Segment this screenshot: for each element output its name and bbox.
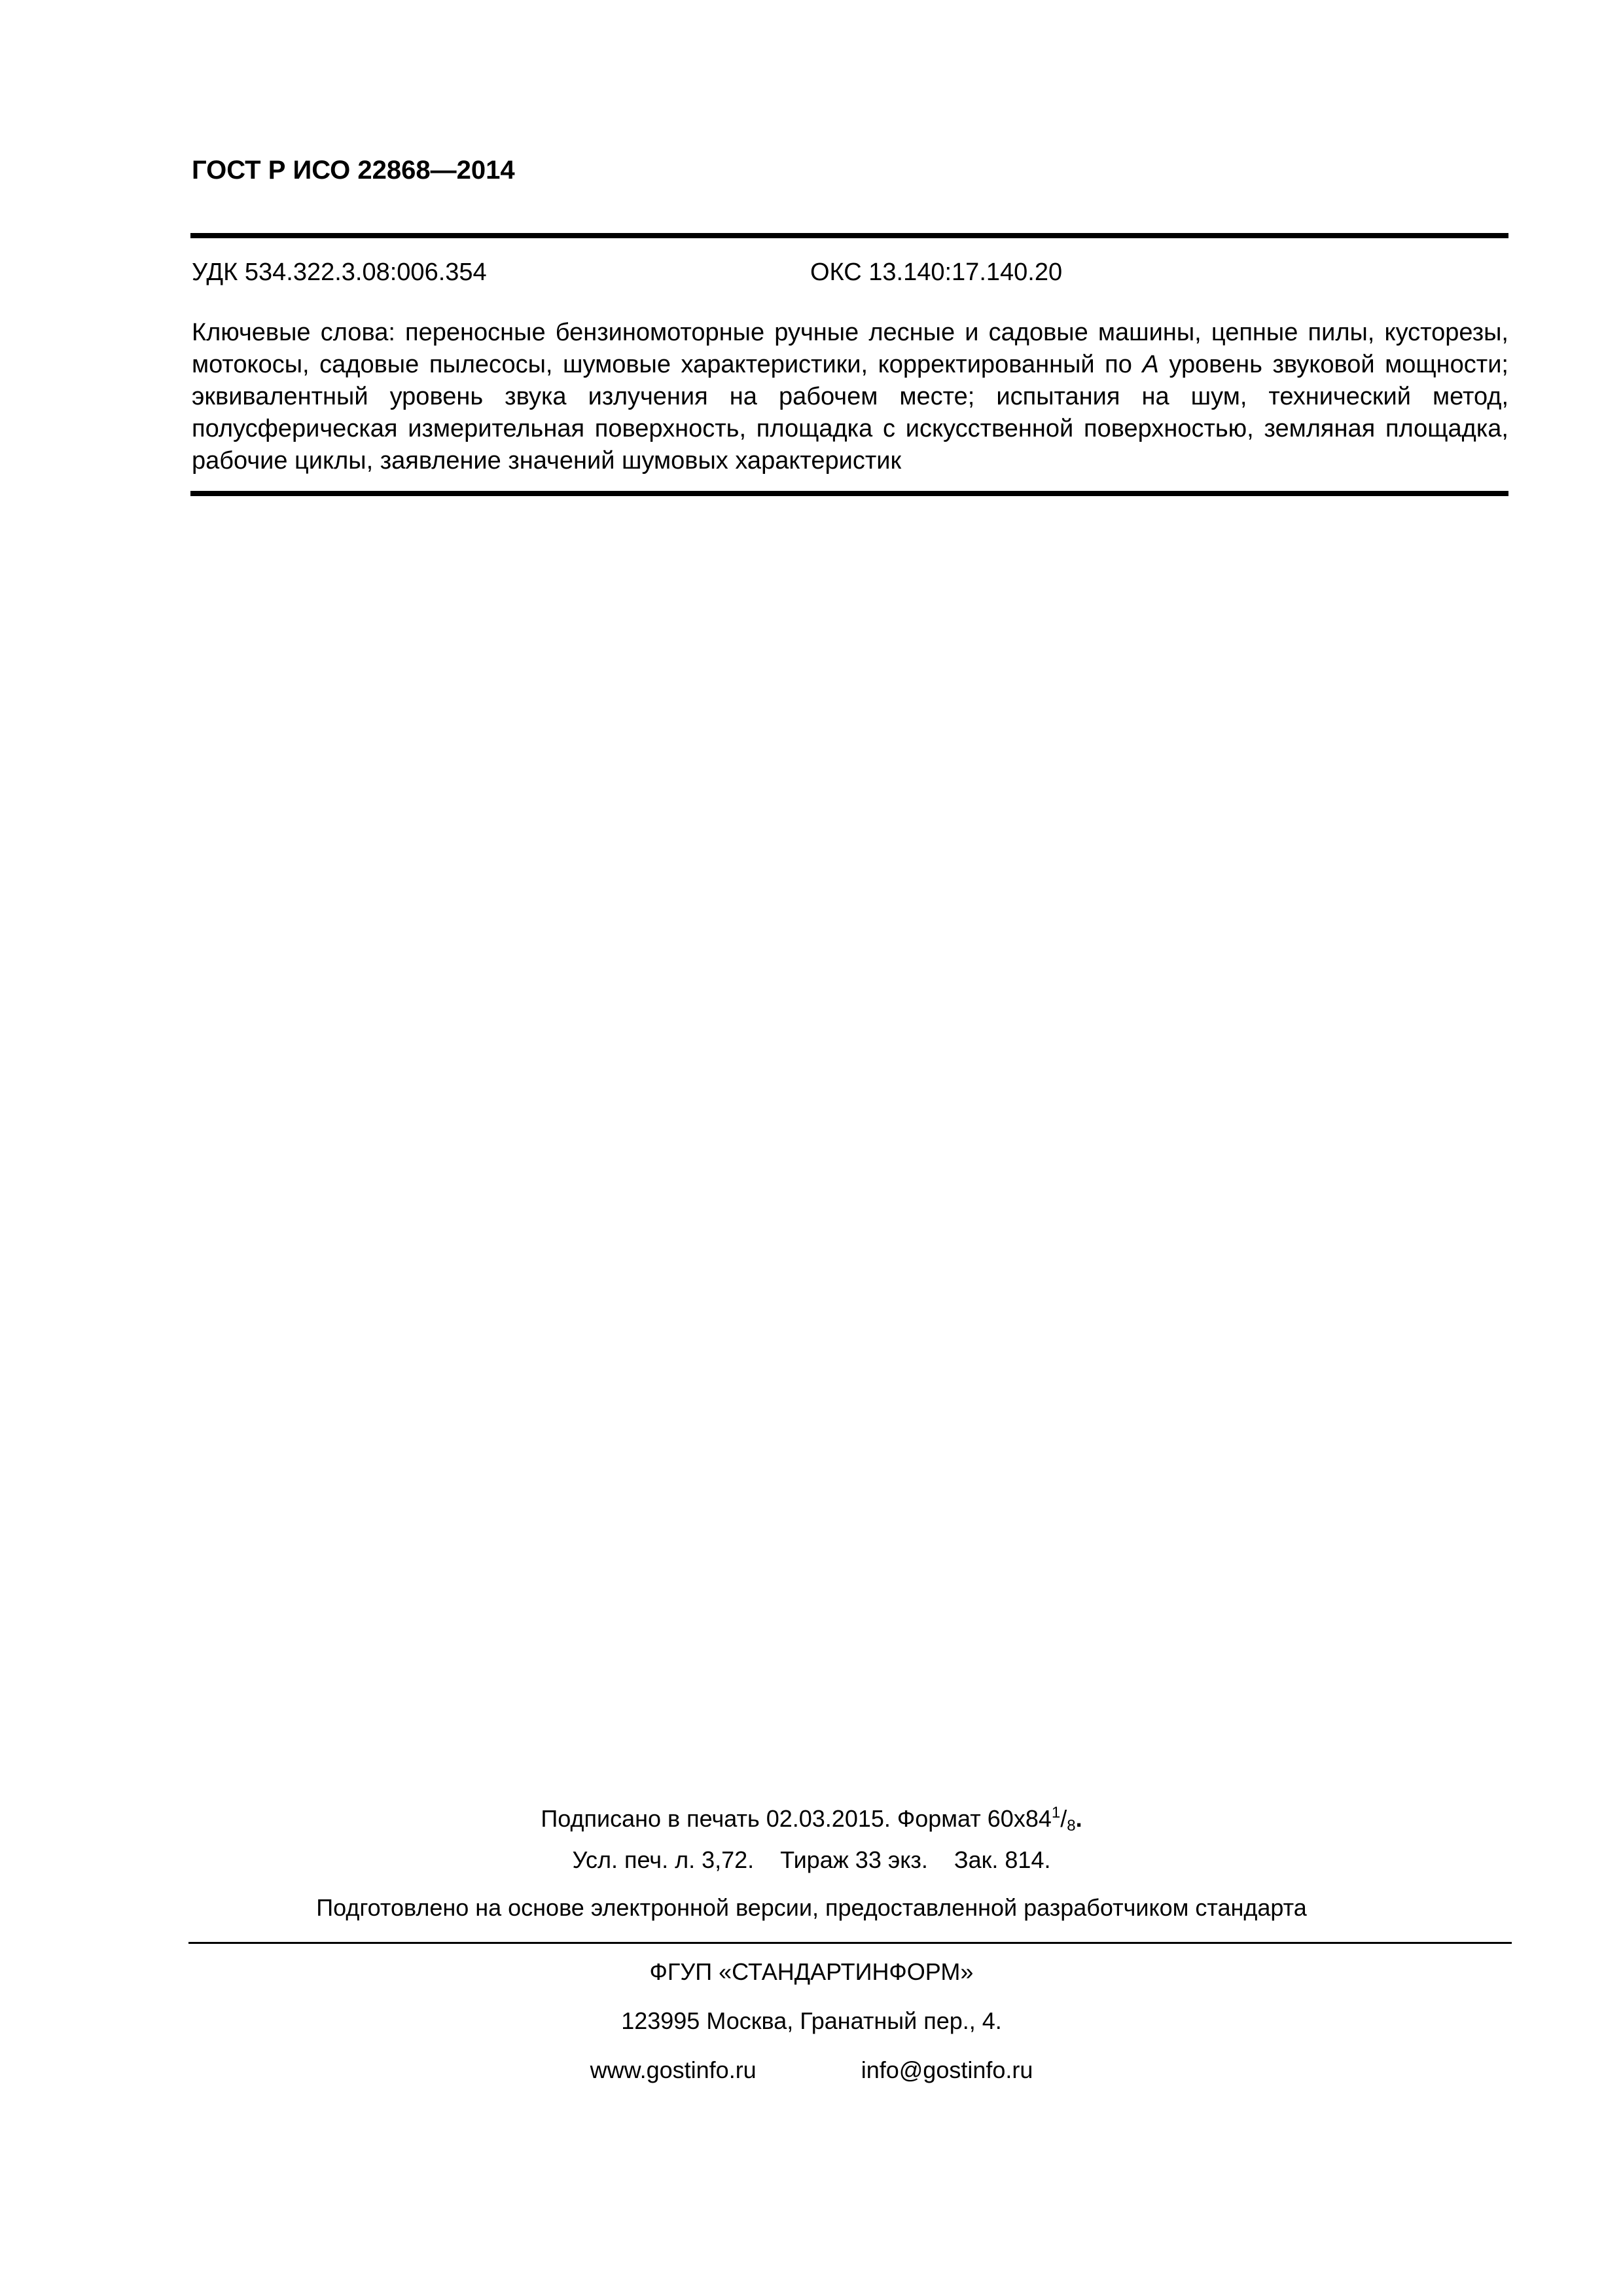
- format-separator: /: [1060, 1805, 1067, 1832]
- format-end: .: [1075, 1805, 1082, 1832]
- top-rule: [190, 233, 1508, 238]
- publisher-website: www.gostinfo.ru: [590, 2056, 757, 2083]
- keywords-text-start: Ключевые слова: переносные бензиномоторные ручные лесные и садовые машины, цепные пилы, кусторезы, мотокосы, садовые пылесосы, шумовые характеристики, корректированный по: [192, 319, 1508, 378]
- print-sheets: Усл. печ. л. 3,72.: [572, 1846, 755, 1873]
- print-prepared-line: Подготовлено на основе электронной версии, предоставленной разработчиком стандарта: [316, 1894, 1307, 1921]
- publisher-address: 123995 Москва, Гранатный пер., 4.: [621, 2007, 1002, 2034]
- keywords-rule: [190, 491, 1508, 496]
- print-run: Тираж 33 экз.: [780, 1846, 928, 1873]
- keywords-text-end: уровень звуковой мощности; эквивалентный уровень звука излучения на рабочем месте; испытания на шум, технический метод, полусферическая измерительная поверхность, площадка с искусственной поверхностью, земляная площадка, рабочие циклы, заявление значений шумовых характеристик: [192, 351, 1508, 475]
- oks-code: ОКС 13.140:17.140.20: [810, 259, 1063, 286]
- print-order: Зак. 814.: [954, 1846, 1051, 1873]
- publisher-name: ФГУП «СТАНДАРТИНФОРМ»: [649, 1958, 974, 1985]
- publisher-email: info@gostinfo.ru: [861, 2056, 1033, 2083]
- paper-format-fraction: [1051, 1804, 1076, 1835]
- print-details-line: [0, 1844, 1623, 1876]
- keywords-paragraph: [192, 317, 1508, 477]
- publisher-contacts: [0, 2054, 1623, 2087]
- print-signed-text: Подписано в печать 02.03.2015. Формат 60х84: [541, 1805, 1052, 1832]
- keywords-symbol: A: [1142, 351, 1159, 378]
- imprint-rule: [188, 1942, 1512, 1944]
- udc-code: УДК 534.322.3.08:006.354: [192, 259, 487, 286]
- format-denominator: 8: [1067, 1817, 1076, 1835]
- print-signed-line: [0, 1797, 1623, 1842]
- classification-row: [192, 254, 1507, 291]
- standard-designation: ГОСТ Р ИСО 22868—2014: [192, 156, 515, 185]
- format-numerator: 1: [1051, 1804, 1061, 1821]
